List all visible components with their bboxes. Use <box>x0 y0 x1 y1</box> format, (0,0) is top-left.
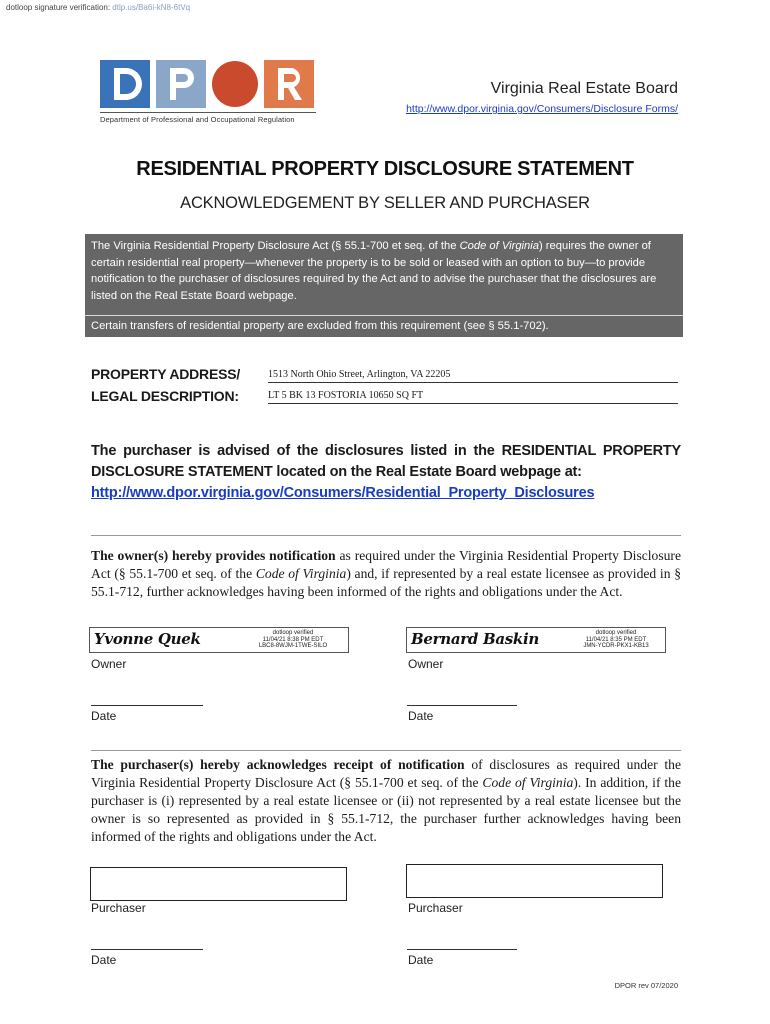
owner-notification-paragraph: The owner(s) hereby provides notification as required under the Virginia Residential Property Disclosure Act (§ 55.1-700 et seq. of the Code of Virginia) and, if represented by a real estate licensee as provided in § 55.1-712, further acknowledges having been informed of the rights and obligations under the Act. <box>91 548 681 599</box>
owner-signature-2[interactable] <box>406 627 666 653</box>
property-address-field[interactable]: 1513 North Ohio Street, Arlington, VA 22205 <box>268 369 678 383</box>
disclosures-link[interactable]: http://www.dpor.virginia.gov/Consumers/Residential_Property_Disclosures <box>91 485 595 501</box>
purchaser-acknowledgement-paragraph: The purchaser(s) hereby acknowledges receipt of notification of disclosures as required under the Virginia Residential Property Disclosure Act (§ 55.1-700 et seq. of the Code of Virginia). In addition, if the purchaser is (i) represented by a real estate licensee or (ii) not represented by a real estate licensee but the owner is so represented as provided in § 55.1-712, the purchaser further acknowledges having been informed of the rights and obligations under the Act. <box>91 757 681 844</box>
logo-caption: Department of Professional and Occupational Regulation <box>100 112 316 124</box>
verification-label: dotloop signature verification: <box>6 3 111 12</box>
exclusion-note: Certain transfers of residential property are excluded from this requirement (see § 55.1-702). <box>91 320 549 332</box>
logo-letter-d <box>100 60 150 108</box>
purchaser-1-label: Purchaser <box>91 901 146 915</box>
purchaser-2-label: Purchaser <box>408 901 463 915</box>
section-divider-purchaser <box>91 750 681 751</box>
logo-letter-o <box>210 60 260 108</box>
logo-letter-r <box>264 60 314 108</box>
purchaser-signature-2[interactable] <box>406 864 663 898</box>
owner-2-label: Owner <box>408 657 444 671</box>
owner-2-signature-name: Bernard Baskin <box>411 630 540 648</box>
board-url-link[interactable]: http://www.dpor.virginia.gov/Consumers/Disclosure Forms/ <box>406 103 678 115</box>
revision-footer: DPOR rev 07/2020 <box>614 981 678 990</box>
document-title: RESIDENTIAL PROPERTY DISCLOSURE STATEMENT <box>136 158 634 180</box>
verification-link[interactable]: dtlp.us/Ba6i-kN8-6tVq <box>112 3 191 12</box>
owner-1-dotloop-stamp: dotloop verified 11/04/21 8:38 PM EDT LBC8-8WJM-1TWE-SILO <box>258 630 328 649</box>
dotloop-verification <box>6 3 190 12</box>
legal-description-label: LEGAL DESCRIPTION: <box>91 388 239 404</box>
document-subtitle: ACKNOWLEDGEMENT BY SELLER AND PURCHASER <box>180 194 590 212</box>
act-info-paragraph: The Virginia Residential Property Disclosure Act (§ 55.1-700 et seq. of the Code of Virginia) requires the owner of certain residential real property—whenever the property is to be sold or leased with an option to buy—to provide notification to the purchaser of disclosures required by the Act and to advise the purchaser that the disclosures are listed on the Real Estate Board webpage. <box>91 240 657 302</box>
act-info-box <box>85 234 683 337</box>
owner-signature-1[interactable] <box>89 627 349 653</box>
legal-description-field[interactable]: LT 5 BK 13 FOSTORIA 10650 SQ FT <box>268 390 678 404</box>
notice-line-1: The purchaser is advised of the disclosures listed in the RESIDENTIAL PROPERTY <box>91 443 681 459</box>
purchaser-1-date-field[interactable] <box>91 949 203 950</box>
board-title: Virginia Real Estate Board <box>490 80 678 97</box>
section-divider-owner <box>91 535 681 536</box>
owner-1-date-label: Date <box>91 709 117 723</box>
notice-line-2: DISCLOSURE STATEMENT located on the Real Estate Board webpage at: <box>91 464 582 480</box>
purchaser-2-date-label: Date <box>408 953 434 967</box>
purchaser-signature-1[interactable] <box>90 867 347 901</box>
purchaser-1-date-label: Date <box>91 953 117 967</box>
owner-1-date-field[interactable] <box>91 705 203 706</box>
logo-letter-p <box>156 60 206 108</box>
owner-1-signature-name: Yvonne Quek <box>94 630 201 648</box>
owner-1-label: Owner <box>91 657 127 671</box>
info-box-divider <box>85 315 683 316</box>
purchaser-notice <box>91 441 681 504</box>
property-address-label: PROPERTY ADDRESS/ <box>91 366 241 382</box>
owner-2-dotloop-stamp: dotloop verified 11/04/21 8:35 PM EDT JMN-YCDR-PKX1-KB13 <box>583 630 649 649</box>
dpor-logo <box>100 60 316 126</box>
owner-2-date-field[interactable] <box>407 705 517 706</box>
purchaser-2-date-field[interactable] <box>407 949 517 950</box>
owner-2-date-label: Date <box>408 709 434 723</box>
